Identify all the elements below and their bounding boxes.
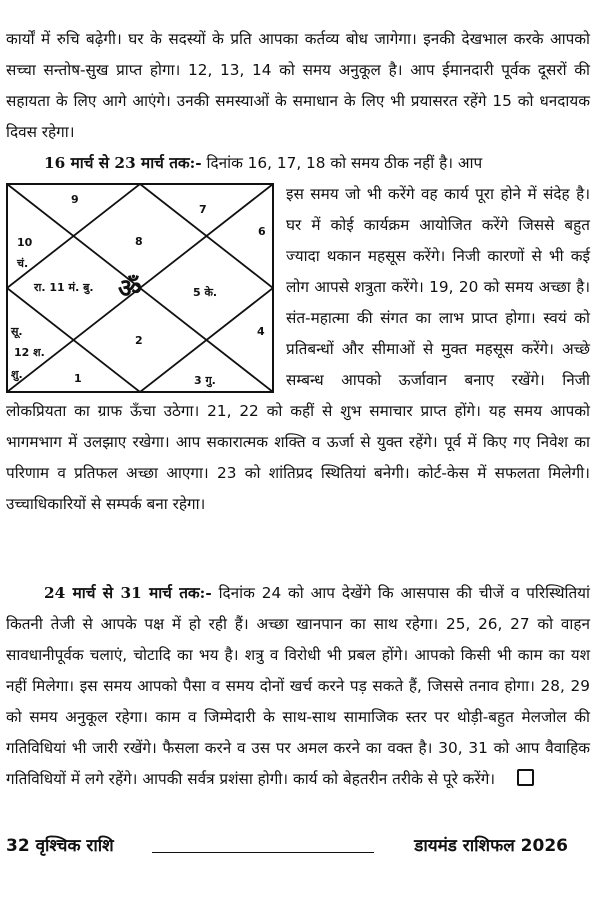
section-heading-24-31: 24 मार्च से 31 मार्च तक:- — [44, 584, 212, 602]
house-10: 10 — [17, 236, 33, 249]
house-7: 7 — [199, 203, 207, 216]
house-2: 2 — [135, 334, 143, 347]
house-11: रा. 11 मं. बु. — [34, 281, 94, 294]
footer-page-label: 32 वृश्चिक राशि — [6, 836, 114, 856]
section-heading-16-23: 16 मार्च से 23 मार्च तक:- — [44, 154, 202, 172]
kundli-chart — [6, 183, 274, 393]
house-9: 9 — [71, 193, 79, 206]
section-16-23-body: इस समय जो भी करेंगे वह कार्य पूरा होने में संदेह है। घर में कोई कार्यक्रम आयोजित करेंगे जिससे बहुत ज्यादा थकान महसूस करेंगे। निजी कारणों से भी कई लोग आपसे शत्रुता करेंगे। 19, 20 को समय अच्छा है। संत-महात्मा की संगत का लाभ प्राप्त होगा। स्वयं को प्रतिबन्धों और सीमाओं से मुक्त महसूस करेंगे। अच्छे सम्बन्ध आपको ऊर्जावान बनाए रखेंगे। निजी लोकप्रियता का ग्राफ ऊँचा उठेगा। 21, 22 को कहीं से शुभ समाचार प्राप्त होंगे। यह समय आपको भागमभाग में उलझाए रखेगा। आप सकारात्मक शक्ति व ऊर्जा से युक्त रहेंगे। पूर्व में किए गए निवेश का परिणाम व प्रतिफल अच्छा आएगा। 23 को शांतिप्रद स्थितियां बनेगी। कोर्ट-केस में सफलता मिलेगी। उच्चाधिकारियों से सम्पर्क बना रहेगा। — [6, 185, 590, 513]
house-10-planet: चं. — [17, 257, 29, 270]
house-5: 5 के. — [193, 286, 218, 299]
house-6: 6 — [258, 225, 266, 238]
section-16-23-block — [6, 179, 590, 520]
kundli-diagram — [6, 183, 274, 393]
house-12: 12 श. — [14, 346, 45, 359]
house-12-top: सू. — [11, 325, 23, 338]
paragraph-intro: कार्यों में रुचि बढ़ेगी। घर के सदस्यों के प्रति आपका कर्तव्य बोध जागेगा। इनकी देखभाल करके आपको सच्चा सन्तोष-सुख प्राप्त होगा। 12, 13, 14 को समय अनुकूल है। आप ईमानदारी पूर्वक दूसरों की सहायता के लिए आगे आएंगे। उनकी समस्याओं के समाधान के लिए भी प्रयासरत रहेंगे 15 को धनदायक दिवस रहेगा। — [6, 30, 590, 141]
house-3: 3 गु. — [194, 374, 216, 387]
house-4: 4 — [257, 325, 265, 338]
house-8: 8 — [135, 235, 143, 248]
section-heading-line — [6, 148, 590, 179]
footer-rule — [152, 852, 374, 853]
footer-publication: डायमंड राशिफल 2026 — [414, 836, 568, 856]
section-24-31 — [6, 578, 590, 795]
om-symbol: ॐ — [118, 274, 142, 304]
house-1: 1 — [74, 372, 82, 385]
page-footer — [6, 833, 590, 863]
end-mark-icon — [517, 769, 534, 786]
section-intro-text: दिनांक 16, 17, 18 को समय ठीक नहीं है। आप — [206, 154, 483, 172]
house-12-bottom: शु. — [11, 368, 23, 381]
section-24-31-body: दिनांक 24 को आप देखेंगे कि आसपास की चीजें व परिस्थितियां कितनी तेजी से आपके पक्ष में हो रही हैं। अच्छा खानपान का साथ रहेगा। 25, 26, 27 को वाहन सावधानीपूर्वक चलाएं, चोटादि का भय है। शत्रु व विरोधी भी प्रबल होंगे। आपको किसी भी काम का यश नहीं मिलेगा। इस समय आपको पैसा व समय दोनों खर्च करने पड़ सकते हैं, जिससे तनाव होगा। 28, 29 को समय अनुकूल रहेगा। काम व जिम्मेदारी के साथ-साथ सामाजिक स्तर पर थोड़ी-बहुत मेलजोल की गतिविधियां भी जारी रखेंगे। फैसला करने व उस पर अमल करने का वक्त है। 30, 31 को आप वैवाहिक गतिविधियों में लगे रहेंगे। आपकी सर्वत्र प्रशंसा होगी। कार्य को बेहतरीन तरीके से पूरे करेंगे। — [6, 584, 590, 788]
